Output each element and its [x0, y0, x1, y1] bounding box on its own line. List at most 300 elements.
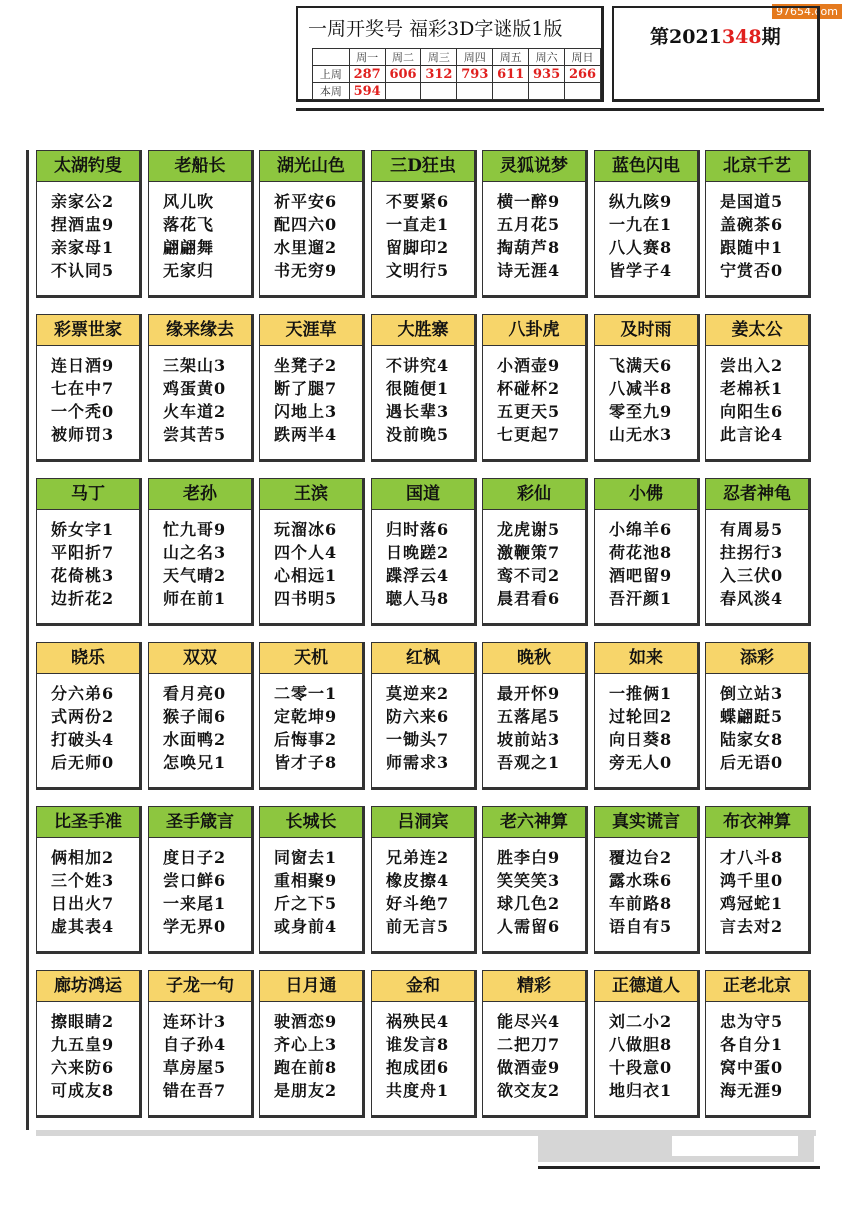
riddle-card-author: 及时雨 [595, 315, 697, 346]
riddle-card [148, 478, 254, 626]
riddle-line: 遇长辈3 [386, 402, 450, 421]
riddle-card-author: 添彩 [706, 643, 808, 674]
weekday-cell: 周五 [493, 49, 529, 66]
weekday-cell: 周六 [529, 49, 565, 66]
riddle-line: 娇女字1 [51, 520, 115, 539]
riddle-card [594, 478, 700, 626]
riddle-line: 胜李白9 [497, 848, 561, 867]
riddle-line: 二零一1 [274, 684, 338, 703]
riddle-line: 心相远1 [274, 566, 338, 585]
draw-number [493, 83, 529, 100]
riddle-line: 一推俩1 [609, 684, 673, 703]
riddle-line: 师在前1 [163, 589, 227, 608]
riddle-line: 皆才子8 [274, 753, 338, 772]
riddle-card-author: 金和 [372, 971, 474, 1002]
riddle-line: 留脚印2 [386, 238, 450, 257]
riddle-line: 一九在1 [609, 215, 673, 234]
riddle-card [148, 970, 254, 1118]
draw-number [421, 83, 457, 100]
riddle-card-grid [36, 150, 816, 1134]
riddle-line: 宁赏否0 [720, 261, 784, 280]
weekday-cell: 周四 [457, 49, 493, 66]
riddle-line: 跌两半4 [274, 425, 338, 444]
riddle-card [148, 150, 254, 298]
riddle-line: 尝口鲜6 [163, 871, 227, 890]
issue-number [650, 22, 781, 49]
riddle-line: 四个人4 [274, 543, 338, 562]
riddle-card-author: 晚秋 [483, 643, 585, 674]
draw-number [565, 83, 601, 100]
weekly-draw-panel [296, 6, 604, 102]
riddle-line: 一来尾1 [163, 894, 227, 913]
last-week-label: 上周 [313, 66, 350, 83]
card-row [36, 314, 816, 478]
riddle-card-author: 精彩 [483, 971, 585, 1002]
riddle-line: 最开怀9 [497, 684, 561, 703]
riddle-line: 师需求3 [386, 753, 450, 772]
riddle-line: 五落尾5 [497, 707, 561, 726]
riddle-line: 风儿吹 [163, 192, 215, 211]
riddle-line: 五更天5 [497, 402, 561, 421]
riddle-card-author: 双双 [149, 643, 251, 674]
riddle-line: 日晚蹉2 [386, 543, 450, 562]
riddle-line: 水里遛2 [274, 238, 338, 257]
riddle-lines [37, 1002, 139, 1102]
riddle-line: 飞满天6 [609, 356, 673, 375]
riddle-card-author: 圣手箴言 [149, 807, 251, 838]
riddle-card-author: 正德道人 [595, 971, 697, 1002]
riddle-card-author: 王滨 [260, 479, 362, 510]
riddle-line: 盖碗茶6 [720, 215, 784, 234]
riddle-lines [372, 510, 474, 610]
riddle-line: 二把刀7 [497, 1035, 561, 1054]
riddle-line: 斤之下5 [274, 894, 338, 913]
card-row [36, 642, 816, 806]
riddle-line: 无家归 [163, 261, 215, 280]
riddle-line: 吾汗颜1 [609, 589, 673, 608]
riddle-card [259, 970, 365, 1118]
riddle-line: 被师罚3 [51, 425, 115, 444]
riddle-card [594, 314, 700, 462]
riddle-card-author: 老船长 [149, 151, 251, 182]
riddle-line: 落花飞 [163, 215, 215, 234]
riddle-line: 旁无人0 [609, 753, 673, 772]
riddle-line: 窝中蛋0 [720, 1058, 784, 1077]
riddle-card-author: 大胜寨 [372, 315, 474, 346]
riddle-card [36, 642, 142, 790]
riddle-line: 祈平安6 [274, 192, 338, 211]
riddle-card [482, 478, 588, 626]
riddle-line: 共度舟1 [386, 1081, 450, 1100]
weekday-cell: 周三 [421, 49, 457, 66]
riddle-line: 同窗去1 [274, 848, 338, 867]
riddle-card-author: 湖光山色 [260, 151, 362, 182]
riddle-line: 蝶翩跹5 [720, 707, 784, 726]
draw-number [529, 83, 565, 100]
riddle-lines [483, 182, 585, 282]
riddle-line: 诗无涯4 [497, 261, 561, 280]
riddle-card-author: 比圣手准 [37, 807, 139, 838]
riddle-line: 鸿千里0 [720, 871, 784, 890]
riddle-line: 是朋友2 [274, 1081, 338, 1100]
riddle-line: 向阳生6 [720, 402, 784, 421]
riddle-card [259, 150, 365, 298]
riddle-card [148, 806, 254, 954]
riddle-card [482, 970, 588, 1118]
draw-number: 606 [385, 66, 421, 83]
riddle-card-author: 灵狐说梦 [483, 151, 585, 182]
riddle-line: 后悔事2 [274, 730, 338, 749]
riddle-card-author: 天涯草 [260, 315, 362, 346]
riddle-line: 七更起7 [497, 425, 561, 444]
riddle-card-author: 老六神算 [483, 807, 585, 838]
riddle-line: 重相聚9 [274, 871, 338, 890]
riddle-lines [372, 346, 474, 446]
riddle-lines [483, 510, 585, 610]
riddle-line: 一直走1 [386, 215, 450, 234]
riddle-line: 水面鸭2 [163, 730, 227, 749]
riddle-lines [260, 1002, 362, 1102]
riddle-line: 九五皇9 [51, 1035, 115, 1054]
riddle-card-author: 彩票世家 [37, 315, 139, 346]
riddle-line: 有周易5 [720, 520, 784, 539]
riddle-line: 忠为守5 [720, 1012, 784, 1031]
riddle-card-author: 小佛 [595, 479, 697, 510]
riddle-line: 掏葫芦8 [497, 238, 561, 257]
riddle-line: 防六来6 [386, 707, 450, 726]
riddle-line: 度日子2 [163, 848, 227, 867]
riddle-card [371, 806, 477, 954]
draw-number [385, 83, 421, 100]
riddle-line: 三个姓3 [51, 871, 115, 890]
riddle-card [594, 642, 700, 790]
draw-number: 287 [349, 66, 385, 83]
riddle-card-author: 彩仙 [483, 479, 585, 510]
riddle-line: 晨君看6 [497, 589, 561, 608]
riddle-lines [260, 510, 362, 610]
riddle-card-author: 缘来缘去 [149, 315, 251, 346]
riddle-card [371, 314, 477, 462]
issue-suffix: 期 [761, 26, 781, 48]
riddle-line: 文明行5 [386, 261, 450, 280]
riddle-card [371, 478, 477, 626]
riddle-card-author: 北京千艺 [706, 151, 808, 182]
riddle-card-author: 忍者神龟 [706, 479, 808, 510]
riddle-line: 草房屋5 [163, 1058, 227, 1077]
riddle-card-author: 长城长 [260, 807, 362, 838]
riddle-line: 覆边台2 [609, 848, 673, 867]
riddle-lines [595, 510, 697, 610]
site-watermark: 97654.com [772, 4, 842, 19]
riddle-line: 连环计3 [163, 1012, 227, 1031]
riddle-line: 小绵羊6 [609, 520, 673, 539]
riddle-line: 荷花池8 [609, 543, 673, 562]
riddle-line: 吾观之1 [497, 753, 561, 772]
riddle-lines [595, 182, 697, 282]
riddle-line: 日出火7 [51, 894, 115, 913]
riddle-lines [483, 1002, 585, 1102]
card-row [36, 806, 816, 970]
riddle-lines [260, 182, 362, 282]
riddle-line: 分六弟6 [51, 684, 115, 703]
riddle-line: 捏酒盅9 [51, 215, 115, 234]
riddle-lines [706, 510, 808, 610]
riddle-lines [372, 1002, 474, 1102]
riddle-card [148, 642, 254, 790]
riddle-line: 语自有5 [609, 917, 673, 936]
draw-number: 611 [493, 66, 529, 83]
riddle-line: 式两份2 [51, 707, 115, 726]
riddle-line: 山之名3 [163, 543, 227, 562]
weekday-cell: 周一 [349, 49, 385, 66]
riddle-line: 地归衣1 [609, 1081, 673, 1100]
riddle-line: 错在吾7 [163, 1081, 227, 1100]
riddle-line: 亲家公2 [51, 192, 115, 211]
riddle-card-author: 天机 [260, 643, 362, 674]
riddle-line: 老棉袄1 [720, 379, 784, 398]
riddle-line: 配四六0 [274, 215, 338, 234]
riddle-lines [483, 838, 585, 938]
draw-number: 935 [529, 66, 565, 83]
weekday-cell: 周日 [565, 49, 601, 66]
riddle-line: 连日酒9 [51, 356, 115, 375]
riddle-card [482, 642, 588, 790]
riddle-line: 四书明5 [274, 589, 338, 608]
riddle-card [36, 314, 142, 462]
riddle-line: 才八斗8 [720, 848, 784, 867]
riddle-card [148, 314, 254, 462]
riddle-line: 兄弟连2 [386, 848, 450, 867]
riddle-line: 聴人马8 [386, 589, 450, 608]
riddle-card [705, 478, 811, 626]
riddle-line: 猴子闹6 [163, 707, 227, 726]
riddle-line: 尝出入2 [720, 356, 784, 375]
riddle-line: 打破头4 [51, 730, 115, 749]
riddle-line: 海无涯9 [720, 1081, 784, 1100]
riddle-line: 自子孙4 [163, 1035, 227, 1054]
riddle-line: 跑在前8 [274, 1058, 338, 1077]
riddle-card-author: 布衣神算 [706, 807, 808, 838]
riddle-line: 各自分1 [720, 1035, 784, 1054]
card-row [36, 150, 816, 314]
riddle-line: 杯碰杯2 [497, 379, 561, 398]
riddle-line: 齐心上3 [274, 1035, 338, 1054]
riddle-line: 定乾坤9 [274, 707, 338, 726]
issue-panel [612, 6, 820, 102]
riddle-line: 横一醉9 [497, 192, 561, 211]
riddle-line: 六来防6 [51, 1058, 115, 1077]
riddle-line: 五月花5 [497, 215, 561, 234]
riddle-card [594, 150, 700, 298]
riddle-line: 祸殃民4 [386, 1012, 450, 1031]
riddle-line: 一个秃0 [51, 402, 115, 421]
riddle-line: 或身前4 [274, 917, 338, 936]
riddle-line: 欲交友2 [497, 1081, 561, 1100]
issue-prefix: 第2021 [650, 26, 722, 48]
riddle-card [594, 806, 700, 954]
this-week-label: 本周 [313, 83, 350, 100]
riddle-lines [149, 182, 251, 282]
riddle-line: 是国道5 [720, 192, 784, 211]
riddle-line: 鸡冠蛇1 [720, 894, 784, 913]
riddle-lines [37, 510, 139, 610]
riddle-card [705, 150, 811, 298]
riddle-card [482, 314, 588, 462]
riddle-line: 山无水3 [609, 425, 673, 444]
riddle-line: 做酒壶9 [497, 1058, 561, 1077]
riddle-lines [483, 674, 585, 774]
weekday-header-row [313, 49, 601, 66]
riddle-card [371, 642, 477, 790]
riddle-line: 激鞭策7 [497, 543, 561, 562]
riddle-line: 亲家母1 [51, 238, 115, 257]
riddle-card [482, 806, 588, 954]
riddle-card [705, 970, 811, 1118]
riddle-line: 皆学子4 [609, 261, 673, 280]
riddle-card-author: 太湖钓叟 [37, 151, 139, 182]
footer-blank [672, 1136, 798, 1156]
riddle-line: 倒立站3 [720, 684, 784, 703]
riddle-line: 尝其苦5 [163, 425, 227, 444]
riddle-card [371, 970, 477, 1118]
riddle-line: 笑笑笑3 [497, 871, 561, 890]
riddle-line: 后无语0 [720, 753, 784, 772]
riddle-line: 入三伏0 [720, 566, 784, 585]
riddle-line: 驶酒恋9 [274, 1012, 338, 1031]
riddle-card-author: 老孙 [149, 479, 251, 510]
riddle-card-author: 晓乐 [37, 643, 139, 674]
riddle-line: 玩溜冰6 [274, 520, 338, 539]
riddle-line: 龙虎谢5 [497, 520, 561, 539]
riddle-card-author: 正老北京 [706, 971, 808, 1002]
riddle-line: 零至九9 [609, 402, 673, 421]
riddle-card-author: 廊坊鸿运 [37, 971, 139, 1002]
draw-number: 266 [565, 66, 601, 83]
corner-cell [313, 49, 350, 66]
riddle-line: 没前晚5 [386, 425, 450, 444]
riddle-lines [149, 674, 251, 774]
riddle-card-author: 吕洞宾 [372, 807, 474, 838]
riddle-line: 跟随中1 [720, 238, 784, 257]
riddle-line: 陆家女8 [720, 730, 784, 749]
riddle-line: 火车道2 [163, 402, 227, 421]
riddle-line: 球几色2 [497, 894, 561, 913]
riddle-line: 酒吧留9 [609, 566, 673, 585]
riddle-card [705, 806, 811, 954]
riddle-lines [595, 346, 697, 446]
riddle-card-author: 三D狂虫 [372, 151, 474, 182]
weekday-cell: 周二 [385, 49, 421, 66]
riddle-lines [706, 674, 808, 774]
riddle-line: 言去对2 [720, 917, 784, 936]
riddle-line: 后无师0 [51, 753, 115, 772]
riddle-lines [260, 674, 362, 774]
riddle-line: 坡前站3 [497, 730, 561, 749]
riddle-line: 小酒壶9 [497, 356, 561, 375]
riddle-line: 能尽兴4 [497, 1012, 561, 1031]
riddle-card-author: 如来 [595, 643, 697, 674]
riddle-lines [372, 838, 474, 938]
riddle-card-author: 国道 [372, 479, 474, 510]
riddle-line: 不讲究4 [386, 356, 450, 375]
riddle-line: 一锄头7 [386, 730, 450, 749]
riddle-card [259, 806, 365, 954]
riddle-card-author: 日月通 [260, 971, 362, 1002]
weekly-draw-title: 一周开奖号 福彩3D字谜版1版 [308, 18, 563, 40]
riddle-line: 俩相加2 [51, 848, 115, 867]
riddle-line: 谁发言8 [386, 1035, 450, 1054]
card-row [36, 478, 816, 642]
riddle-lines [260, 838, 362, 938]
riddle-line: 翩翩舞 [163, 238, 215, 257]
riddle-line: 露水珠6 [609, 871, 673, 890]
riddle-card [705, 642, 811, 790]
riddle-card-author: 八卦虎 [483, 315, 585, 346]
riddle-card-author: 真实谎言 [595, 807, 697, 838]
riddle-line: 花倚桃3 [51, 566, 115, 585]
riddle-card [705, 314, 811, 462]
riddle-lines [595, 1002, 697, 1102]
riddle-card [259, 314, 365, 462]
riddle-lines [372, 182, 474, 282]
riddle-line: 八做胆8 [609, 1035, 673, 1054]
riddle-lines [483, 346, 585, 446]
riddle-card [259, 478, 365, 626]
riddle-card-author: 蓝色闪电 [595, 151, 697, 182]
riddle-line: 学无界0 [163, 917, 227, 936]
riddle-card [36, 150, 142, 298]
footer-box [538, 1132, 814, 1162]
draw-number [457, 83, 493, 100]
riddle-line: 好斗绝7 [386, 894, 450, 913]
riddle-card [371, 150, 477, 298]
riddle-line: 三架山3 [163, 356, 227, 375]
riddle-line: 忙九哥9 [163, 520, 227, 539]
riddle-line: 擦眼睛2 [51, 1012, 115, 1031]
riddle-line: 纵九陔9 [609, 192, 673, 211]
riddle-line: 橡皮擦4 [386, 871, 450, 890]
riddle-lines [706, 838, 808, 938]
riddle-line: 可成友8 [51, 1081, 115, 1100]
draw-number: 594 [349, 83, 385, 100]
riddle-card-author: 姜太公 [706, 315, 808, 346]
riddle-line: 怎唤兄1 [163, 753, 227, 772]
riddle-card-author: 子龙一句 [149, 971, 251, 1002]
riddle-line: 虚其表4 [51, 917, 115, 936]
weekly-draw-table [312, 48, 601, 100]
riddle-line: 不认同5 [51, 261, 115, 280]
riddle-line: 边折花2 [51, 589, 115, 608]
riddle-line: 归时落6 [386, 520, 450, 539]
riddle-line: 平阳折7 [51, 543, 115, 562]
riddle-line: 车前路8 [609, 894, 673, 913]
riddle-line: 八人赛8 [609, 238, 673, 257]
riddle-line: 书无穷9 [274, 261, 338, 280]
riddle-line: 看月亮0 [163, 684, 227, 703]
riddle-lines [37, 838, 139, 938]
riddle-lines [149, 346, 251, 446]
riddle-line: 抱成团6 [386, 1058, 450, 1077]
riddle-card [259, 642, 365, 790]
riddle-line: 春风淡4 [720, 589, 784, 608]
riddle-lines [37, 182, 139, 282]
riddle-lines [372, 674, 474, 774]
riddle-card [36, 970, 142, 1118]
riddle-lines [706, 1002, 808, 1102]
riddle-line: 闪地上3 [274, 402, 338, 421]
riddle-line: 很随便1 [386, 379, 450, 398]
riddle-line: 坐凳子2 [274, 356, 338, 375]
